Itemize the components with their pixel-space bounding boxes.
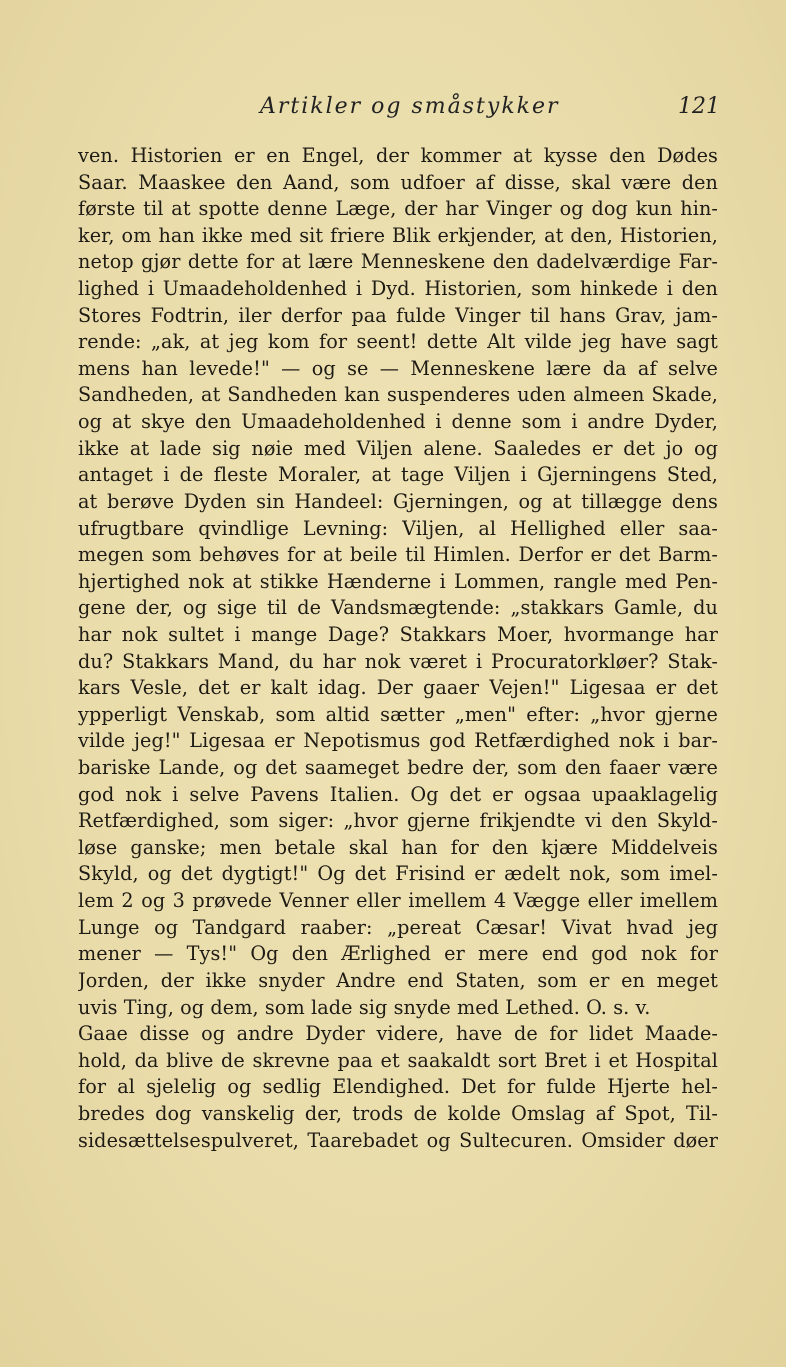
text-line: Sandheden, at Sandheden kan suspenderes uden almeen Skade,	[78, 383, 718, 407]
text-line: for al sjelelig og sedlig Elendighed. Det for fulde Hjerte hel-	[78, 1075, 718, 1099]
text-line: ker, om han ikke med sit friere Blik erkjender, at den, Historien,	[78, 223, 718, 247]
text-line: ypperligt Venskab, som altid sætter „men" efter: „hvor gjerne	[78, 702, 718, 726]
text-line: Saar. Maaskee den Aand, som udfoer af disse, skal være den	[78, 170, 718, 194]
text-line: lem 2 og 3 prøvede Venner eller imellem 4 Vægge eller imellem	[78, 889, 718, 913]
text-line: løse ganske; men betale skal han for den kjære Middelveis	[78, 835, 718, 859]
text-line: Jorden, der ikke snyder Andre end Staten, som er en meget	[78, 968, 718, 992]
running-head	[78, 94, 720, 124]
text-line: og at skye den Umaadeholdenhed i denne som i andre Dyder,	[78, 410, 718, 434]
text-line: ven. Historien er en Engel, der kommer at kysse den Dødes	[78, 144, 718, 167]
running-title: Artikler og småstykker	[260, 94, 560, 119]
text-line: lighed i Umaadeholdenhed i Dyd. Historien, som hinkede i den	[78, 277, 718, 301]
text-line: Lunge og Tandgard raaber: „pereat Cæsar! Vivat hvad jeg	[78, 915, 718, 939]
text-line: rende: „ak, at jeg kom for seent! dette Alt vilde jeg have sagt	[78, 330, 718, 354]
text-line: ikke at lade sig nøie med Viljen alene. Saaledes er det jo og	[78, 436, 718, 460]
text-line: hold, da blive de skrevne paa et saakaldt sort Bret i et Hospital	[78, 1048, 718, 1072]
text-line: mener — Tys!" Og den Ærlighed er mere end god nok for	[78, 942, 718, 966]
text-line: første til at spotte denne Læge, der har Vinger og dog kun hin-	[78, 197, 718, 221]
text-line: vilde jeg!" Ligesaa er Nepotismus god Retfærdighed nok i bar-	[78, 729, 718, 753]
text-line: uvis Ting, og dem, som lade sig snyde med Lethed. O. s. v.	[78, 995, 651, 1019]
text-line: bredes dog vanskelig der, trods de kolde Omslag af Spot, Til-	[78, 1101, 718, 1125]
text-line: gene der, og sige til de Vandsmægtende: „stakkars Gamle, du	[78, 596, 718, 620]
text-line: megen som behøves for at beile til Himlen. Derfor er det Barm-	[78, 543, 718, 567]
text-line: antaget i de fleste Moraler, at tage Viljen i Gjerningens Sted,	[78, 463, 718, 487]
text-line: Retfærdighed, som siger: „hvor gjerne frikjendte vi den Skyld-	[78, 809, 718, 833]
text-line: at berøve Dyden sin Handeel: Gjerningen, og at tillægge dens	[78, 489, 718, 513]
text-line: sidesættelsespulveret, Taarebadet og Sultecuren. Omsider døer	[78, 1128, 718, 1152]
text-line: har nok sultet i mange Dage? Stakkars Moer, hvormange har	[78, 622, 718, 646]
text-line: ufrugtbare qvindlige Levning: Viljen, al Hellighed eller saa-	[78, 516, 718, 540]
text-line: Stores Fodtrin, iler derfor paa fulde Vinger til hans Grav, jam-	[78, 303, 718, 327]
text-line: Skyld, og det dygtigt!" Og det Frisind er ædelt nok, som imel-	[78, 862, 718, 886]
text-line: kars Vesle, det er kalt idag. Der gaaer Vejen!" Ligesaa er det	[78, 676, 718, 700]
text-line: god nok i selve Pavens Italien. Og det er ogsaa upaaklagelig	[78, 782, 718, 806]
text-line: mens han levede!" — og se — Menneskene lære da af selve	[78, 356, 718, 380]
text-line: netop gjør dette for at lære Menneskene den dadelværdige Far-	[78, 250, 718, 274]
body-text	[78, 143, 718, 1154]
page-number: 121	[678, 94, 720, 119]
text-line: Gaae disse og andre Dyder videre, have de for lidet Maade-	[78, 1022, 718, 1046]
text-line: hjertighed nok at stikke Hænderne i Lommen, rangle med Pen-	[78, 569, 718, 593]
text-line: du? Stakkars Mand, du har nok været i Procuratorkløer? Stak-	[78, 649, 718, 673]
text-line: bariske Lande, og det saameget bedre der, som den faaer være	[78, 756, 718, 780]
